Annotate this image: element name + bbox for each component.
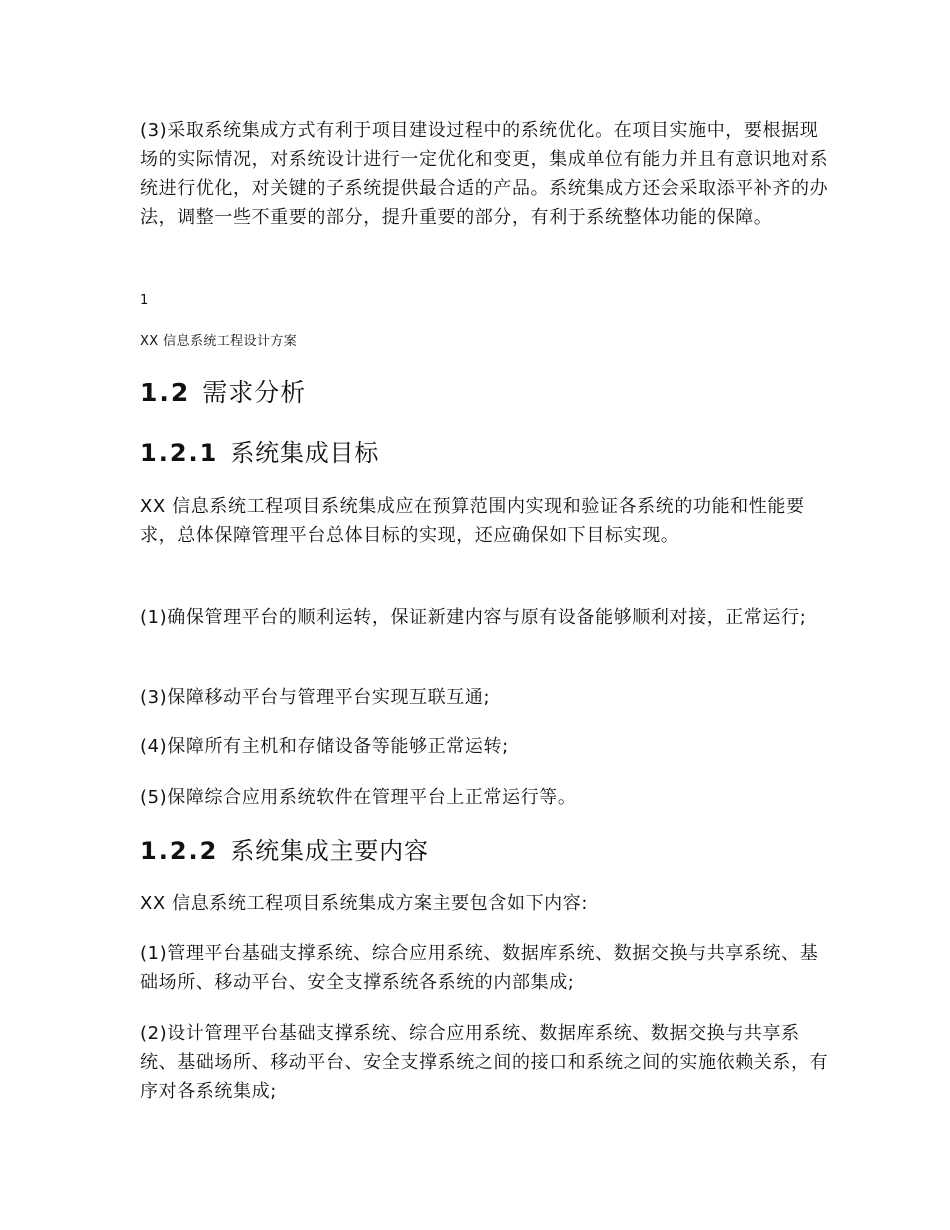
section-number: 1.2 <box>140 378 191 407</box>
goal-item: (1)确保管理平台的顺利运转，保证新建内容与原有设备能够顺利对接，正常运行; <box>140 607 807 628</box>
goals-intro-paragraph: XX 信息系统工程项目系统集成应在预算范围内实现和验证各系统的功能和性能要求，总体保障管理平台总体目标的实现，还应确保如下目标实现。 <box>140 496 805 546</box>
section-title: 系统集成目标 <box>230 439 380 467</box>
intro-paragraph: (3)采取系统集成方式有利于项目建设过程中的系统优化。在项目实施中，要根据现场的实际情况，对系统设计进行一定优化和变更，集成单位有能力并且有意识地对系统进行优化，对关键的子系统提供最合适的产品。系统集成方还会采取添平补齐的办法，调整一些不重要的部分，提升重要的部分，有利于系统整体功能的保障。 <box>140 120 829 228</box>
running-header: XX 信息系统工程设计方案 <box>140 334 298 349</box>
goal-item: (3)保障移动平台与管理平台实现互联互通; <box>140 687 491 708</box>
section-heading-1-2-1 <box>140 437 830 469</box>
goal-item: (5)保障综合应用系统软件在管理平台上正常运行等。 <box>140 787 577 808</box>
content-item: (2)设计管理平台基础支撑系统、综合应用系统、数据库系统、数据交换与共享系统、基础场所、移动平台、安全支撑系统之间的接口和系统之间的实施依赖关系，有序对各系统集成; <box>140 1023 829 1102</box>
section-number: 1.2.1 <box>140 439 219 467</box>
section-title: 需求分析 <box>202 378 307 407</box>
section-title: 系统集成主要内容 <box>230 837 429 865</box>
page-number: 1 <box>140 293 149 308</box>
section-number: 1.2.2 <box>140 837 219 865</box>
section-heading-1-2-2 <box>140 835 830 867</box>
goal-item: (4)保障所有主机和存储设备等能够正常运转; <box>140 736 509 757</box>
content-intro-paragraph: XX 信息系统工程项目系统集成方案主要包含如下内容: <box>140 893 589 914</box>
section-heading-1-2 <box>140 377 830 409</box>
content-item: (1)管理平台基础支撑系统、综合应用系统、数据库系统、数据交换与共享系统、基础场所、移动平台、安全支撑系统各系统的内部集成; <box>140 943 819 993</box>
